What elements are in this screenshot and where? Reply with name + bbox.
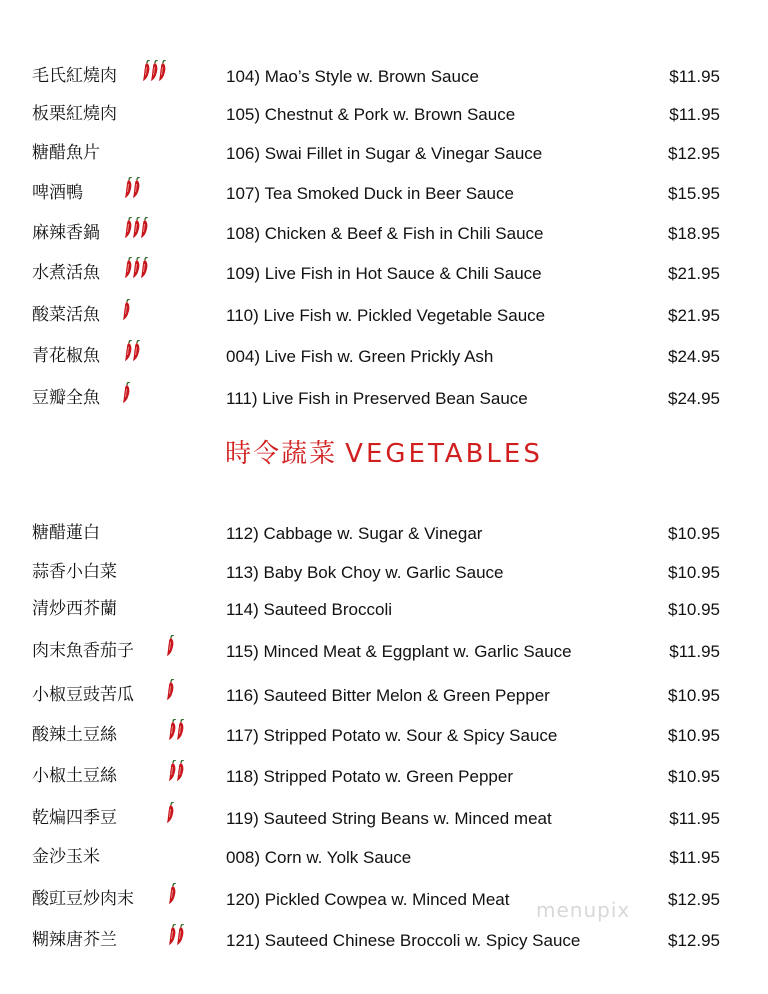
dish-name-english: 111) Live Fish in Preserved Bean Sauce — [226, 389, 528, 408]
dish-price: $11.95 — [669, 642, 720, 661]
dish-name-chinese: 糖醋蓮白 — [32, 523, 100, 543]
chili-pepper-icon — [164, 635, 178, 657]
vegetable-item-row — [0, 683, 768, 713]
dish-name-english: 104) Mao’s Style w. Brown Sauce — [226, 67, 479, 86]
dish-name-chinese: 豆瓣全魚 — [32, 388, 100, 408]
dish-name-english: 106) Swai Fillet in Sugar & Vinegar Sauce — [226, 144, 543, 163]
dish-name-english: 008) Corn w. Yolk Sauce — [226, 848, 412, 867]
menu-item-row — [0, 221, 768, 251]
dish-price: $11.95 — [669, 105, 720, 124]
menu-item-row — [0, 141, 768, 171]
dish-price: $10.95 — [668, 726, 720, 745]
dish-name-english: 112) Cabbage w. Sugar & Vinegar — [226, 524, 483, 543]
vegetable-item-row — [0, 928, 768, 958]
dish-price: $24.95 — [668, 389, 720, 408]
dish-name-chinese: 糊辣唐芥兰 — [32, 930, 117, 950]
chili-pepper-icon — [140, 60, 170, 82]
dish-name-english: 109) Live Fish in Hot Sauce & Chili Sauce — [226, 264, 542, 283]
dish-name-english: 119) Sauteed String Beans w. Minced meat — [226, 809, 552, 828]
dish-name-english: 113) Baby Bok Choy w. Garlic Sauce — [226, 563, 504, 582]
vegetable-item-row — [0, 764, 768, 794]
vegetable-item-row — [0, 639, 768, 669]
dish-name-english: 105) Chestnut & Pork w. Brown Sauce — [226, 105, 516, 124]
dish-name-english: 107) Tea Smoked Duck in Beer Sauce — [226, 184, 514, 203]
chili-pepper-icon — [122, 177, 144, 199]
dish-name-english: 120) Pickled Cowpea w. Minced Meat — [226, 890, 510, 909]
dish-name-chinese: 蒜香小白菜 — [32, 562, 117, 582]
chili-pepper-icon — [122, 340, 144, 362]
menu-item-row — [0, 344, 768, 374]
section-heading-vegetables — [0, 438, 768, 470]
dish-name-english: 110) Live Fish w. Pickled Vegetable Sauce — [226, 306, 546, 325]
dish-price: $21.95 — [668, 306, 720, 325]
chili-pepper-icon — [120, 299, 134, 321]
dish-name-chinese: 青花椒魚 — [32, 346, 100, 366]
dish-name-chinese: 糖醋魚片 — [32, 143, 100, 163]
dish-price: $12.95 — [668, 931, 720, 950]
dish-name-english: 116) Sauteed Bitter Melon & Green Pepper — [226, 686, 550, 705]
dish-name-chinese: 啤酒鴨 — [32, 183, 83, 203]
chili-pepper-icon — [166, 719, 188, 741]
dish-price: $10.95 — [668, 767, 720, 786]
chili-pepper-icon — [164, 679, 178, 701]
dish-price: $18.95 — [668, 224, 720, 243]
dish-price: $10.95 — [668, 600, 720, 619]
vegetable-item-row — [0, 723, 768, 753]
dish-name-english: 114) Sauteed Broccoli — [226, 600, 393, 619]
heading-english: VEGETABLES — [345, 439, 543, 469]
dish-name-english: 004) Live Fish w. Green Prickly Ash — [226, 347, 494, 366]
dish-name-chinese: 酸豇豆炒肉末 — [32, 889, 134, 909]
dish-name-chinese: 金沙玉米 — [32, 847, 100, 867]
dish-name-chinese: 水煮活魚 — [32, 263, 100, 283]
vegetable-item-row — [0, 560, 768, 590]
dish-name-chinese: 小椒豆豉苦瓜 — [32, 685, 134, 705]
chili-pepper-icon — [166, 760, 188, 782]
dish-price: $12.95 — [668, 144, 720, 163]
chili-pepper-icon — [166, 924, 188, 946]
dish-name-english: 121) Sauteed Chinese Broccoli w. Spicy Sauce — [226, 931, 581, 950]
dish-price: $24.95 — [668, 347, 720, 366]
dish-name-english: 115) Minced Meat & Eggplant w. Garlic Sauce — [226, 642, 572, 661]
dish-name-chinese: 肉末魚香茄子 — [32, 641, 134, 661]
dish-price: $12.95 — [668, 890, 720, 909]
vegetable-item-row — [0, 887, 768, 917]
dish-name-chinese: 小椒土豆絲 — [32, 766, 117, 786]
dish-name-chinese: 清炒西芥蘭 — [32, 599, 117, 619]
dish-name-chinese: 毛氏紅燒肉 — [32, 66, 117, 86]
dish-name-chinese: 酸辣土豆絲 — [32, 725, 117, 745]
dish-name-chinese: 麻辣香鍋 — [32, 223, 100, 243]
dish-price: $11.95 — [669, 848, 720, 867]
vegetable-item-row — [0, 806, 768, 836]
dish-name-english: 108) Chicken & Beef & Fish in Chili Sauce — [226, 224, 544, 243]
dish-price: $21.95 — [668, 264, 720, 283]
dish-name-english: 117) Stripped Potato w. Sour & Spicy Sauce — [226, 726, 558, 745]
chili-pepper-icon — [122, 217, 152, 239]
menu-item-row — [0, 64, 768, 94]
dish-price: $10.95 — [668, 563, 720, 582]
vegetable-item-row — [0, 845, 768, 875]
menu-item-row — [0, 303, 768, 333]
dish-price: $15.95 — [668, 184, 720, 203]
menu-item-row — [0, 261, 768, 291]
dish-name-chinese: 板栗紅燒肉 — [32, 104, 117, 124]
chili-pepper-icon — [166, 883, 180, 905]
menu-item-row — [0, 181, 768, 211]
menu-item-row — [0, 102, 768, 132]
dish-name-chinese: 酸菜活魚 — [32, 305, 100, 325]
dish-name-chinese: 乾煸四季豆 — [32, 808, 117, 828]
vegetable-item-row — [0, 597, 768, 627]
chili-pepper-icon — [122, 257, 152, 279]
dish-name-english: 118) Stripped Potato w. Green Pepper — [226, 767, 513, 786]
chili-pepper-icon — [120, 382, 134, 404]
dish-price: $11.95 — [669, 809, 720, 828]
watermark: menupix — [536, 898, 631, 922]
dish-price: $10.95 — [668, 686, 720, 705]
vegetable-item-row — [0, 521, 768, 551]
dish-price: $11.95 — [669, 67, 720, 86]
chili-pepper-icon — [164, 802, 178, 824]
dish-price: $10.95 — [668, 524, 720, 543]
menu-item-row — [0, 386, 768, 416]
heading-chinese: 時令蔬菜 — [225, 439, 338, 469]
